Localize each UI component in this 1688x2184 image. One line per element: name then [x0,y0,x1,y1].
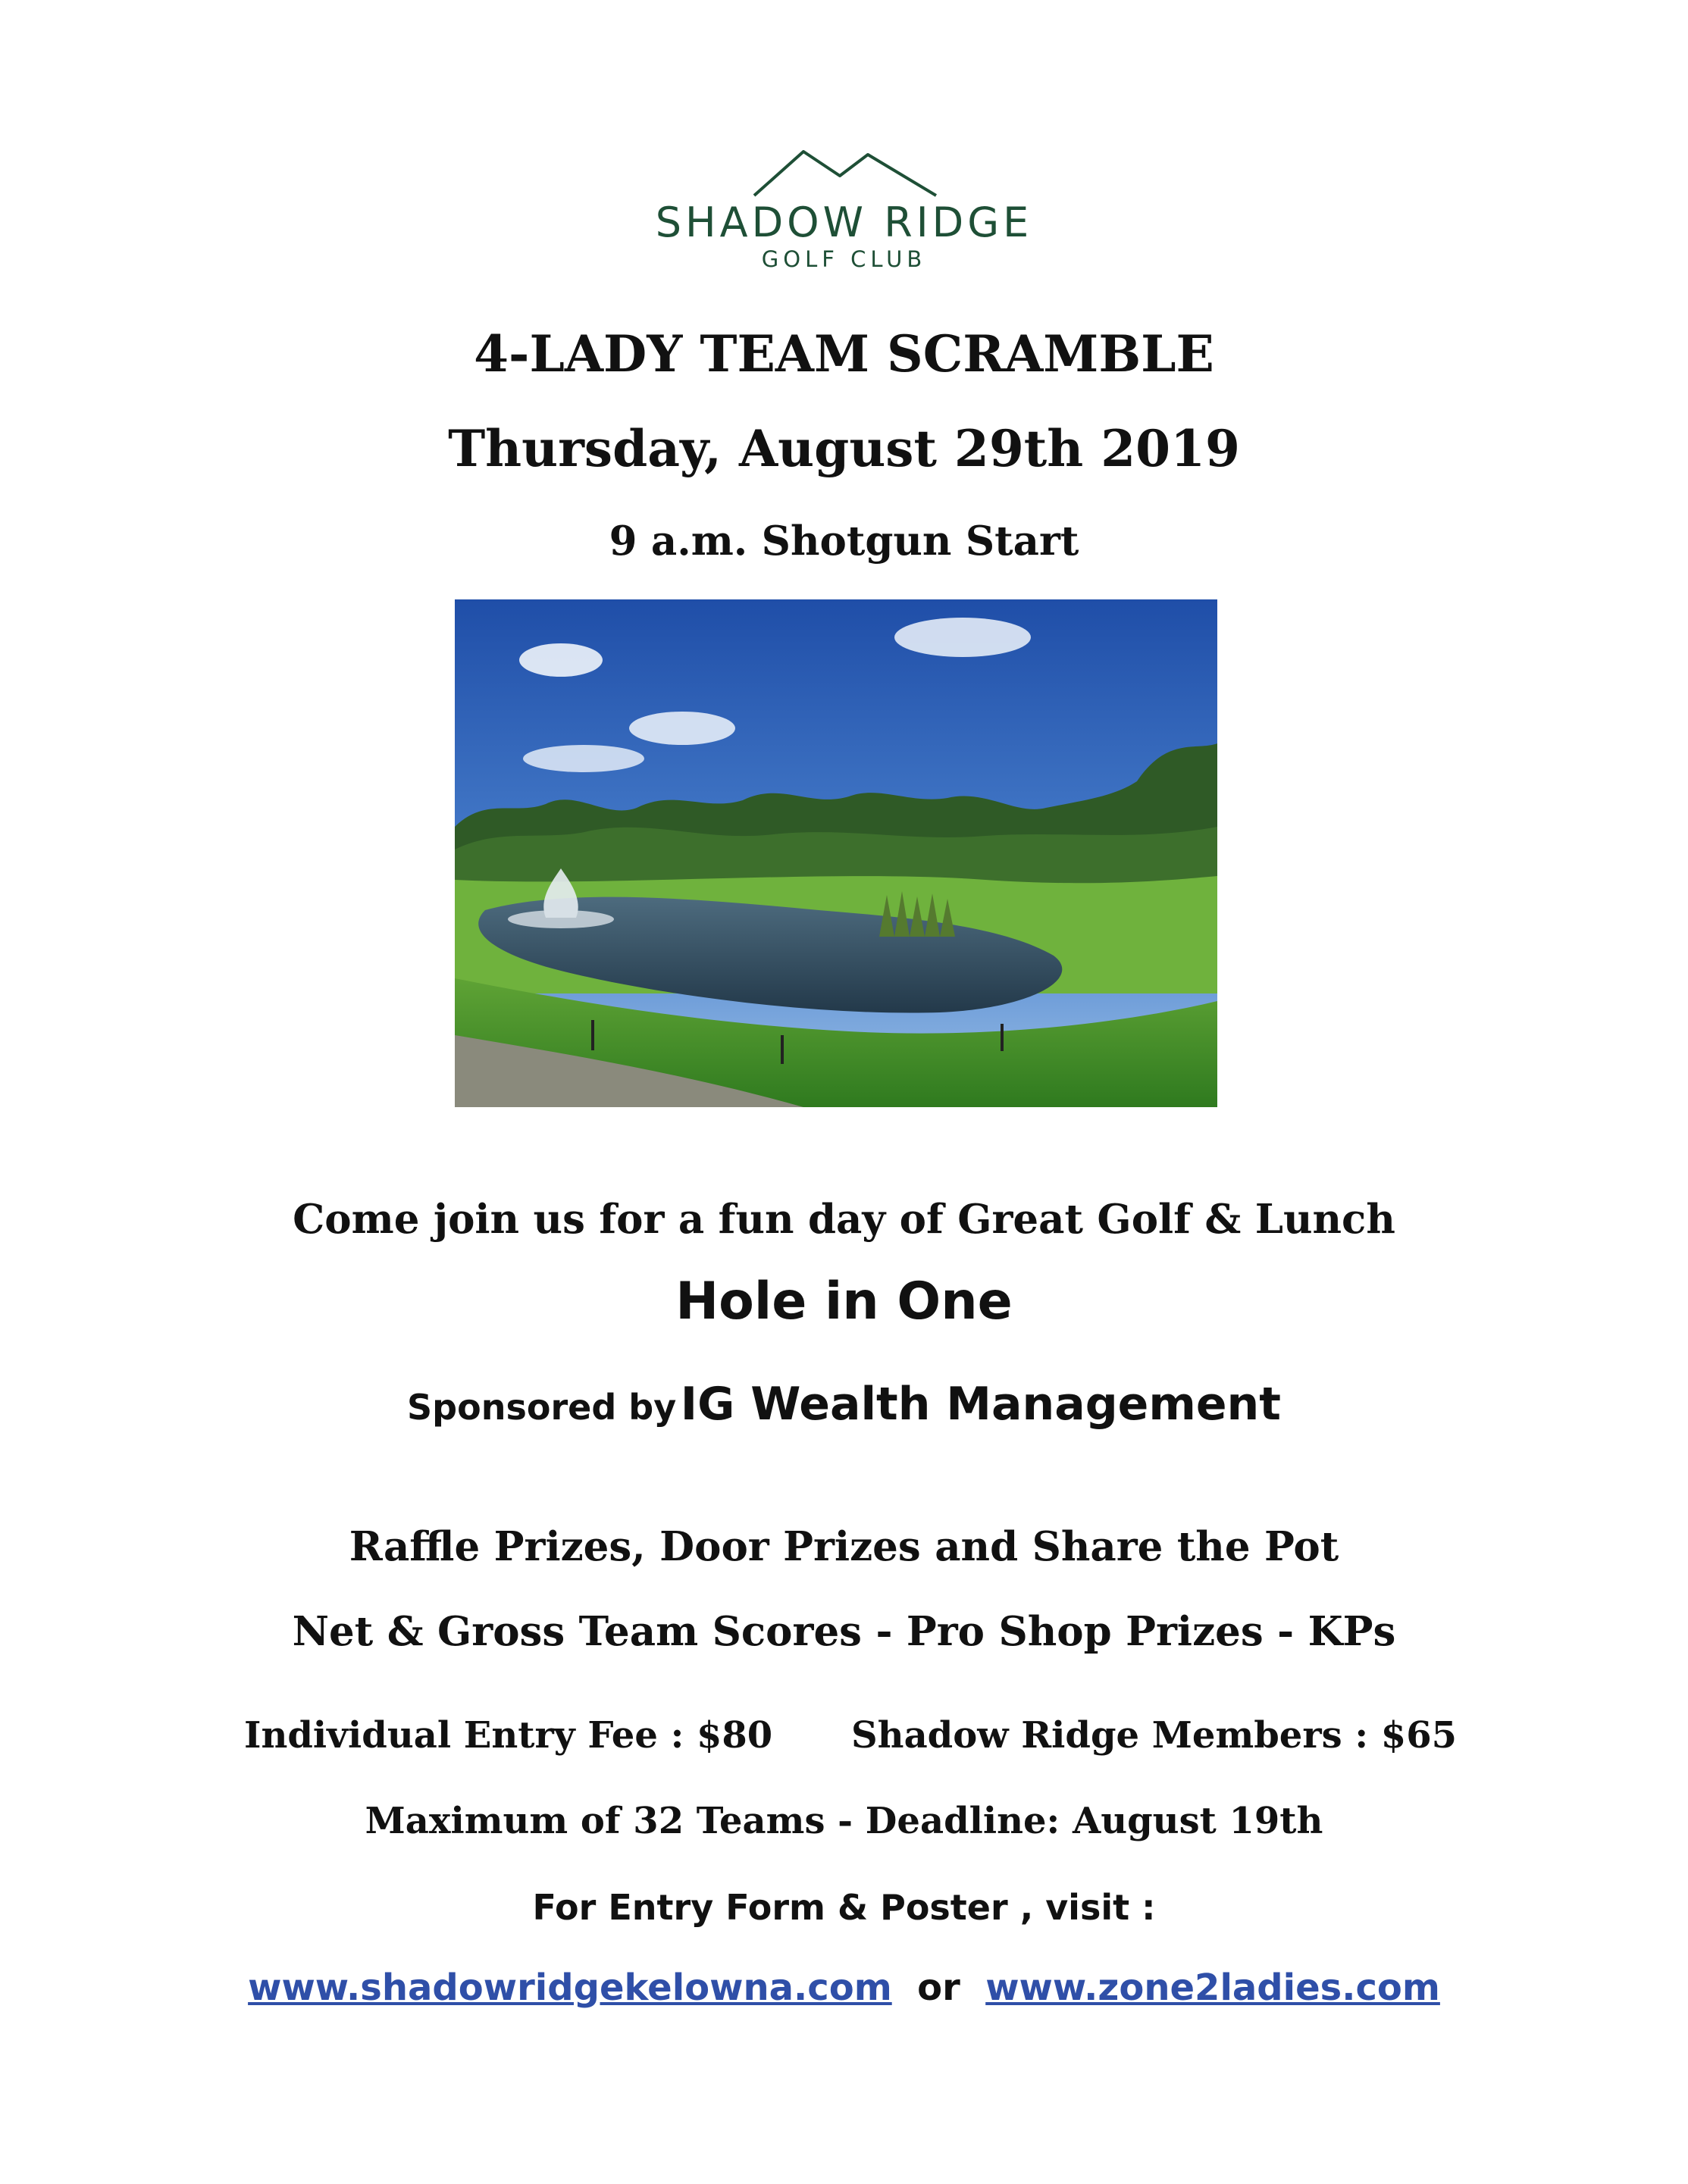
sponsor-prefix: Sponsored by [407,1387,677,1428]
event-date: Thursday, August 29th 2019 [448,419,1240,478]
mountain-logo-icon [750,144,940,199]
prizes-line-1: Raffle Prizes, Door Prizes and Share the Pot [349,1523,1339,1570]
visit-text: For Entry Form & Poster , visit : [532,1887,1156,1928]
link-zone2ladies[interactable]: www.zone2ladies.com [985,1967,1440,2009]
invitation-text: Come join us for a fun day of Great Golf & Lunch [293,1196,1395,1243]
logo-name: SHADOW RIDGE [655,199,1033,246]
link-separator: or [917,1967,960,2009]
individual-entry-fee: Individual Entry Fee : $80 [244,1714,773,1757]
sponsor-name: IG Wealth Management [680,1378,1281,1431]
sponsor-line [0,1378,1688,1431]
event-title: 4-LADY TEAM SCRAMBLE [474,324,1214,383]
member-entry-fee: Shadow Ridge Members : $65 [851,1714,1457,1757]
prizes-line-2: Net & Gross Team Scores - Pro Shop Prizes - KPs [292,1608,1396,1655]
website-links [0,1967,1688,2009]
logo-subtitle: GOLF CLUB [761,246,927,272]
hole-in-one-heading: Hole in One [675,1272,1013,1331]
max-teams-deadline: Maximum of 32 Teams - Deadline: August 19th [365,1800,1323,1842]
golf-course-photo [455,599,1217,1107]
event-start-time: 9 a.m. Shotgun Start [609,518,1079,565]
link-shadowridge[interactable]: www.shadowridgekelowna.com [248,1967,892,2009]
